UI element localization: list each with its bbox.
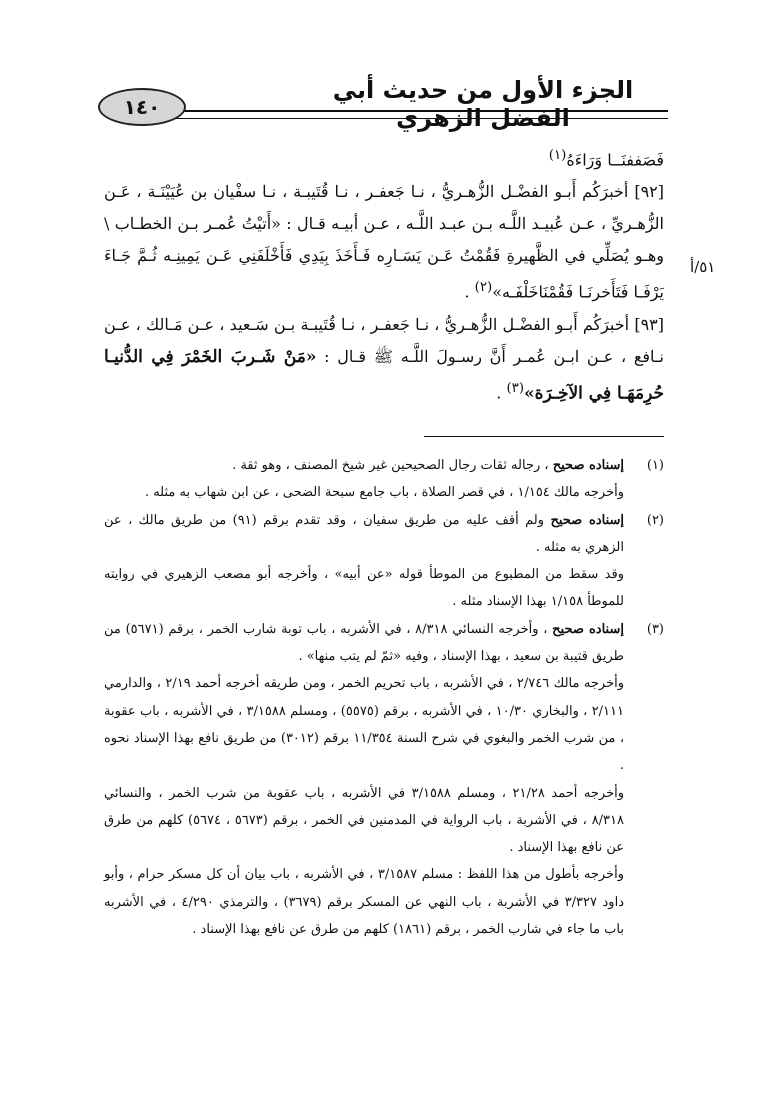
hadith-93-isnad: أخبرَكُم أَبـو الفضْـل الزُّهـريُّ ، نـا جَعفـر ، نـا قُتَيبـة بـن سَـعيد ، عـن مَـالك ، عـن نـافع ، عـن ابـن عُمـر أَنَّ رسـولَ اللَّـه ﷺ قـال : <box>104 314 664 366</box>
continuation-line <box>104 140 664 176</box>
hadith-number-92: [٩٢] <box>634 182 664 202</box>
footnote-1 <box>104 452 664 507</box>
footnote-number: (١) <box>646 458 664 473</box>
footnote-line: وأخرجه أحمد ٢١/٢٨ ، ومسلم ٣/١٥٨٨ في الأشربه ، باب عقوبة من شرب الخمر ، والنسائي ٨/٣١٨ ، في الأشربة ، باب الرواية في المدمنين في الخمر ، برقم (٥٦٧٣ ، ٥٦٧٤) كلهم من طرق عن نافع بهذا الإسناد . <box>104 785 625 856</box>
footnote-ref-2: (٢) <box>474 280 493 296</box>
running-title: الجزء الأول من حديث أبي الفضل الزهري <box>332 76 634 132</box>
footnotes <box>104 452 664 943</box>
hadith-number-93: [٩٣] <box>634 314 665 334</box>
footnote-ref-3: (٣) <box>506 380 525 396</box>
footnote-separator <box>424 436 664 437</box>
footnote-number: (٢) <box>646 512 664 528</box>
footnote-text: ولم أقف عليه من طريق سفيان ، وقد تقدم برقم (٩١) من طريق مالك ، عن الزهري به مثله . <box>104 512 624 555</box>
footnote-3 <box>104 616 664 944</box>
footnote-line: وأخرجه بأطول من هذا اللفظ : مسلم ٣/١٥٨٧ ، في الأشربه ، باب بيان أن كل مسكر حرام ، وأبو داود ٣/٣٢٧ في الأشربة ، باب النهي عن المسكر برقم (٣٦٧٩) ، والترمذي ٤/٢٩٠ ، في الأشربه باب ما جاء في شارب الخمر ، برقم (١٨٦١) كلهم من طرق عن نافع بهذا الإسناد . <box>104 867 624 938</box>
header-rule <box>138 110 668 119</box>
footnote-lead: إسناده صحيح <box>552 458 624 473</box>
hadith-92-isnad: أخبرَكُم أَبـو الفضْـل الزُّهـريُّ ، نـا جَعفـر ، نـا قُتَيبـة ، نـا سفْيان بن عُيَيْنَـة ، عَـن الزُّهـريِّ ، عـن عُبيـد اللَّـه بـن عبـد اللَّـه ، عـن أبيـه قـال : <box>104 182 664 234</box>
footnote-line: وأخرجه مالك ٢/٧٤٦ ، في الأشربه ، باب تحريم الخمر ، ومن طريقه أخرجه أحمد ٢/١٩ ، والدارمي ٢/١١١ ، والبخاري ١٠/٣٠ ، في الأشربه ، برقم (٥٥٧٥) ، ومسلم ٣/١٥٨٨ ، في الأشربه ، باب عقوبة ، من شرب الخمر والبغوي في شرح السنة ١١/٣٥٤ برقم (٣٠١٢) من طريق نافع بهذا الإسناد نحوه . <box>104 676 625 774</box>
footnote-line: وقد سقط من المطبوع من الموطأ قوله «عن أبيه» ، وأخرجه أبو مصعب الزهيري في روايته للموطأ ١/١٥٨ بهذا الإسناد مثله . <box>104 567 624 610</box>
footnote-text: ، وأخرجه النسائي ٨/٣١٨ ، في الأشربه ، باب توبة شارب الخمر ، برقم (٥٦٧١) من طريق قتيبة بن سعيد ، بهذا الإسناد ، وفيه «ثمّ لم يتب منها» . <box>104 621 624 665</box>
continuation-text: فَصَففنَــا وَرَاءَهُ <box>566 150 664 170</box>
hadith-93: [٩٣] أخبرَكُم أَبـو الفضْـل الزُّهـريُّ ، نـا جَعفـر ، نـا قُتَيبـة بـن سَـعيد ، عـن مَـالك ، عـن نـافع ، عـن ابـن عُمـر أَنَّ رسـولَ اللَّـه ﷺ قـال : «مَنْ شَـربَ الخَمْرَ فِي الدُّنيـا حُرِمَهَـا فِي الآخِـرَة»$^{(٣)}$ . <box>104 314 665 403</box>
footnote-text: ، رجاله ثقات رجال الصحيحين غير شيخ المصنف ، وهو ثقة . <box>232 458 549 473</box>
footnote-line <box>104 616 624 671</box>
footnote-lead: إسناده صحيح <box>552 621 624 637</box>
page-header <box>98 70 668 132</box>
main-text <box>104 140 664 409</box>
footnote-number: (٣) <box>646 621 664 637</box>
page-number-badge: ١٤٠ <box>98 88 186 126</box>
footnote-line <box>104 452 624 479</box>
hadith-93-matn: «مَنْ شَـربَ الخَمْرَ فِي الدُّنيـا حُرِمَهَـا فِي الآخِـرَة» <box>104 346 664 403</box>
footnote-line <box>104 507 624 562</box>
hadith-92: [٩٢] أخبرَكُم أَبـو الفضْـل الزُّهـريُّ ، نـا جَعفـر ، نـا قُتَيبـة ، نـا سفْيان بن عُيَيْنَـة ، عَـن الزُّهـريِّ ، عـن عُبيـد اللَّـه بـن عبـد اللَّـه ، عـن أبيـه قـال : «أَتيْتُ عُمـر بـن الخطـاب \ وهـو يُصَلِّي في الظَّهيرةِ فَقُمْتُ عَـن يَسَـارِه فَـأَخَذَ بِيَدِي فَأَخْلَفَنِي عَـن يَمِينِـه ثُـمَّ جَـاءَ يَرْفَـا فَتَأَخرنَـا فَقُمْنَاخَلْفَـه»$^{(٢)}$ . <box>104 182 665 302</box>
footnote-lead: إسناده صحيح <box>550 512 624 528</box>
footnote-2 <box>104 507 664 616</box>
hadith-92-matn: «أَتيْتُ عُمـر بـن الخطـاب \ وهـو يُصَلِّي في الظَّهيرةِ فَقُمْتُ عَـن يَسَـارِه فَـأَخَذَ بِيَدِي فَأَخْلَفَنِي عَـن يَمِينِـه ثُـمَّ جَـاءَ يَرْفَـا فَتَأَخرنَـا فَقُمْنَاخَلْفَـه» <box>104 214 665 302</box>
footnote-line: وأخرجه مالك ١/١٥٤ ، في قصر الصلاة ، باب جامع سبحة الضحى ، عن ابن شهاب به مثله . <box>144 485 624 501</box>
manuscript-folio-note: ٥١/أ <box>690 258 716 276</box>
footnote-ref-1: (١) <box>548 148 567 163</box>
